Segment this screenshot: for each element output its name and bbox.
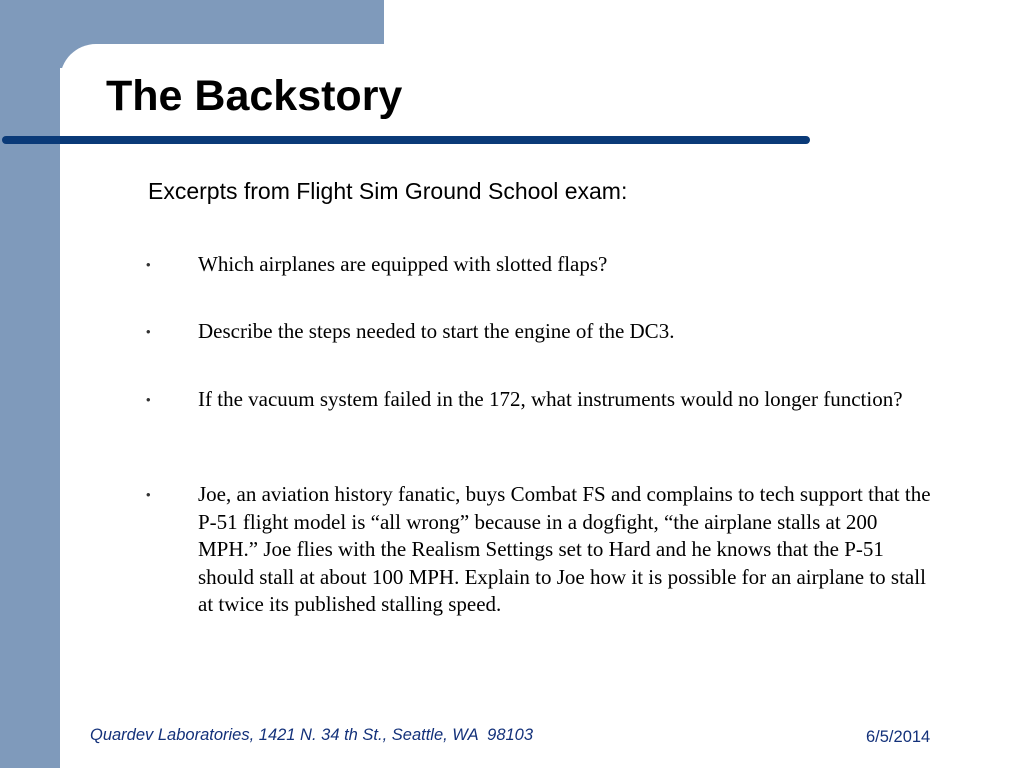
bullet-dot-icon: • xyxy=(146,392,151,407)
bullet-text: Which airplanes are equipped with slotted flaps? xyxy=(198,252,608,276)
bullet-dot-icon: • xyxy=(146,324,151,339)
bullet-item xyxy=(146,481,946,619)
intro-text: Excerpts from Flight Sim Ground School exam: xyxy=(148,178,628,204)
slide-title: The Backstory xyxy=(106,72,403,120)
bullet-text: Joe, an aviation history fanatic, buys Combat FS and complains to tech support that the P-51 flight model is “all wrong” because in a dogfight, “the airplane stalls at 200 MPH.” Joe flies with the Realism Settings set to Hard and he knows that the P-51 should stall at about 100 MPH. Explain to Joe how it is possible for an airplane to stall at twice its published stalling speed. xyxy=(198,482,931,616)
footer-date: 6/5/2014 xyxy=(866,728,931,746)
bullet-item xyxy=(146,386,946,414)
left-frame-bar xyxy=(0,0,60,768)
bullet-dot-icon: • xyxy=(146,257,151,272)
bullet-dot-icon: • xyxy=(146,487,151,502)
bullet-text: Describe the steps needed to start the engine of the DC3. xyxy=(198,319,675,343)
bullet-item xyxy=(146,318,946,346)
footer-address: Quardev Laboratories, 1421 N. 34 th St., Seattle, WA 98103 xyxy=(90,726,534,744)
bullet-item xyxy=(146,251,946,279)
title-underline-rule xyxy=(2,136,810,144)
bullet-text: If the vacuum system failed in the 172, what instruments would no longer function? xyxy=(198,387,903,411)
